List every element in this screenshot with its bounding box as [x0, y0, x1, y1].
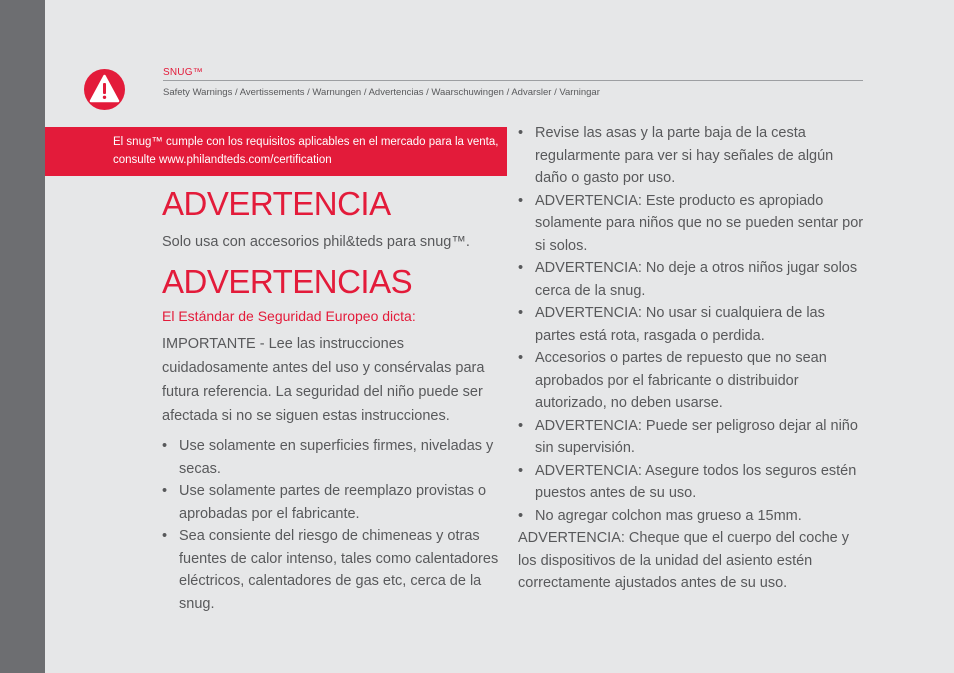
certification-banner — [45, 127, 507, 176]
list-item: • ADVERTENCIA: Este producto es apropiado solamente para niños que no se pueden sentar por si solos. — [518, 190, 864, 258]
accessory-note: Solo usa con accesorios phil&teds para snug™. — [162, 234, 470, 250]
page-side-strip — [0, 0, 45, 673]
list-item: • ADVERTENCIA: Asegure todos los seguros estén puestos antes de su uso. — [518, 460, 864, 505]
certification-text: El snug™ cumple con los requisitos aplicables en el mercado para la venta, consulte www.philandteds.com/certification — [113, 136, 499, 166]
closing-warning: ADVERTENCIA: Cheque que el cuerpo del coche y los dispositivos de la unidad del asiento estén correctamente ajustados antes de su uso. — [518, 530, 849, 591]
left-column — [162, 185, 507, 615]
list-item: • Accesorios o partes de repuesto que no sean aprobados por el fabricante o distribuidor autorizado, no deben usarse. — [518, 347, 864, 415]
brand-label: SNUG™ — [163, 67, 203, 78]
list-item: • ADVERTENCIA: No usar si cualquiera de las partes está rota, rasgada o perdida. — [518, 302, 864, 347]
right-column — [518, 122, 864, 595]
list-item: • No agregar colchon mas grueso a 15mm. — [518, 505, 864, 528]
list-item: • Use solamente en superficies firmes, niveladas y secas. — [162, 435, 507, 480]
warning-triangle-icon — [84, 69, 125, 110]
important-paragraph: IMPORTANTE - Lee las instrucciones cuidadosamente antes del uso y consérvalas para futura referencia. La seguridad del niño puede ser afectada si no se siguen estas instrucciones. — [162, 336, 485, 424]
list-item: • Revise las asas y la parte baja de la cesta regularmente para ver si hay señales de algún daño o gasto por uso. — [518, 122, 864, 190]
warning-heading: ADVERTENCIA — [162, 185, 391, 222]
list-item: • ADVERTENCIA: No deje a otros niños jugar solos cerca de la snug. — [518, 257, 864, 302]
section-subtitle: Safety Warnings / Avertissements / Warnungen / Advertencias / Waarschuwingen / Advarsler / Varningar — [163, 87, 600, 98]
warnings-heading: ADVERTENCIAS — [162, 263, 413, 300]
left-bullet-list — [162, 435, 507, 615]
list-item: • Sea consiente del riesgo de chimeneas y otras fuentes de calor intenso, tales como calentadores eléctricos, calentadores de gas etc, cerca de la snug. — [162, 525, 507, 615]
list-item: • Use solamente partes de reemplazo provistas o aprobadas por el fabricante. — [162, 480, 507, 525]
standard-subheading: El Estándar de Seguridad Europeo dicta: — [162, 308, 416, 324]
header-divider — [163, 80, 863, 81]
right-bullet-list — [518, 122, 864, 527]
list-item: • ADVERTENCIA: Puede ser peligroso dejar al niño sin supervisión. — [518, 415, 864, 460]
